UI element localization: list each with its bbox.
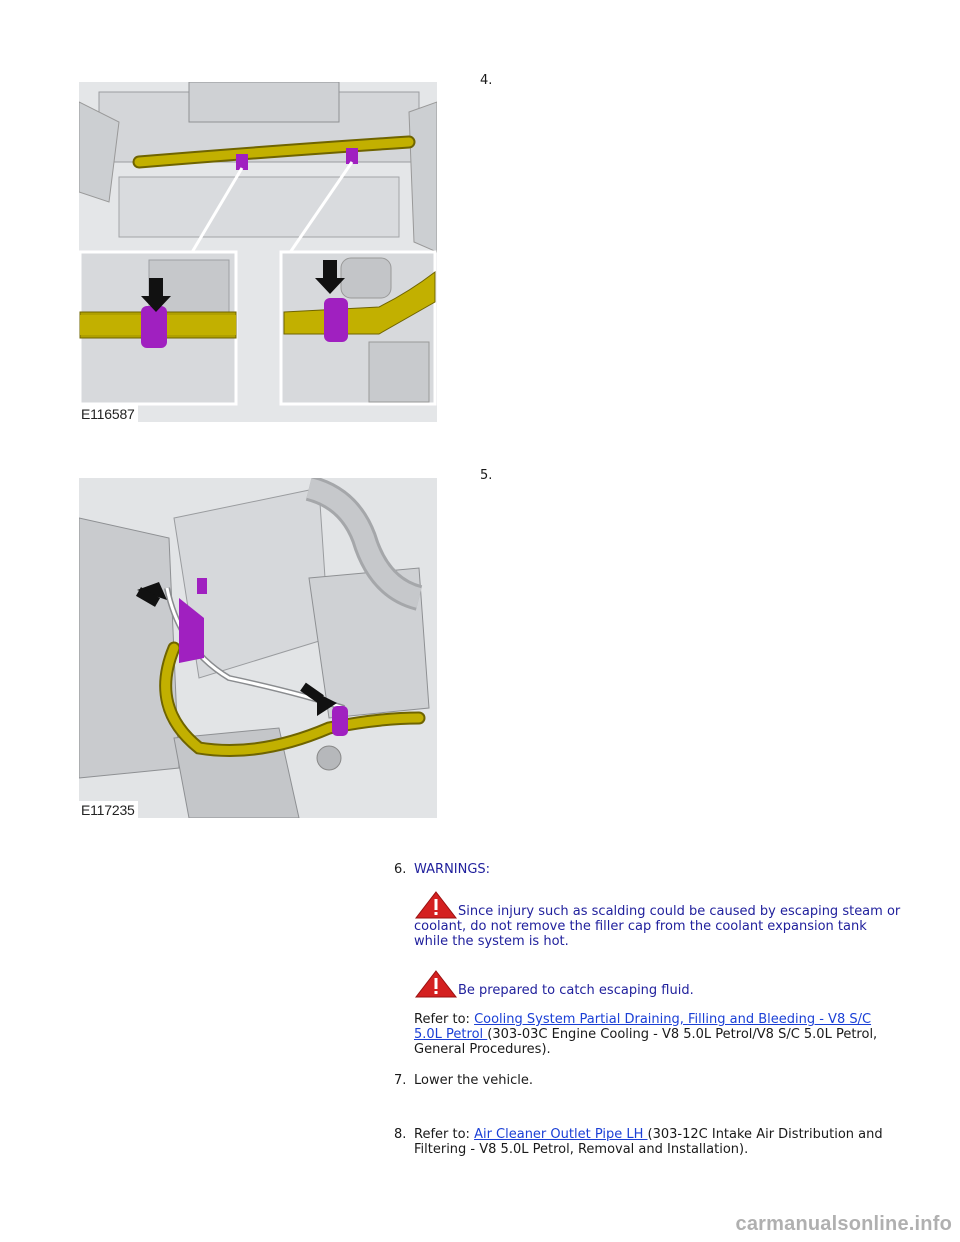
step-6-reference [414,1012,934,1057]
figure-e117235-illustration [79,478,437,818]
step-8-content [414,1127,934,1157]
step-7-text: Lower the vehicle. [414,1073,533,1088]
clip-marker-left [236,154,248,170]
step-7-number: 7. [394,1073,407,1088]
warning-triangle-icon [414,970,458,998]
reference-tail-2: General Procedures). [414,1042,551,1057]
step-6-content [414,862,934,1057]
cooling-system-draining-link[interactable]: Cooling System Partial Draining, Filling and Bleeding - V8 S/C [474,1012,872,1027]
step-6-number: 6. [394,862,407,877]
figure-label-e117235: E117235 [79,801,138,818]
step-4-number: 4. [480,73,493,88]
warning-triangle-icon [414,891,458,919]
warning-1-line-3: while the system is hot. [414,934,569,949]
air-cleaner-outlet-pipe-link[interactable]: Air Cleaner Outlet Pipe LH [474,1127,648,1142]
figure-e116587-illustration [79,82,437,422]
step-8-tail-1: (303-12C Intake Air Distribution and [647,1127,883,1142]
warning-1 [414,891,934,949]
reference-tail-1: (303-03C Engine Cooling - V8 5.0L Petrol/V8 S/C 5.0L Petrol, [487,1027,878,1042]
cooling-system-draining-link-cont[interactable]: 5.0L Petrol [414,1027,488,1042]
warning-2 [414,970,934,998]
warning-1-line-2: coolant, do not remove the filler cap from the coolant expansion tank [414,919,867,934]
step-5-number: 5. [480,468,493,483]
watermark-logo: carmanualsonline.info [735,1213,952,1235]
refer-to-label: Refer to: [414,1127,475,1142]
figure-e116587 [79,82,437,422]
figure-e117235 [79,478,437,818]
clip-marker-right [346,148,358,164]
warning-2-text: Be prepared to catch escaping fluid. [458,983,694,998]
step-8-tail-2: Filtering - V8 5.0L Petrol, Removal and Installation). [414,1142,749,1157]
warning-1-line-1: Since injury such as scalding could be caused by escaping steam or [458,904,901,919]
figure-label-e116587: E116587 [79,405,138,422]
step-8-number: 8. [394,1127,407,1142]
refer-to-label: Refer to: [414,1012,475,1027]
warnings-heading: WARNINGS: [414,862,491,877]
